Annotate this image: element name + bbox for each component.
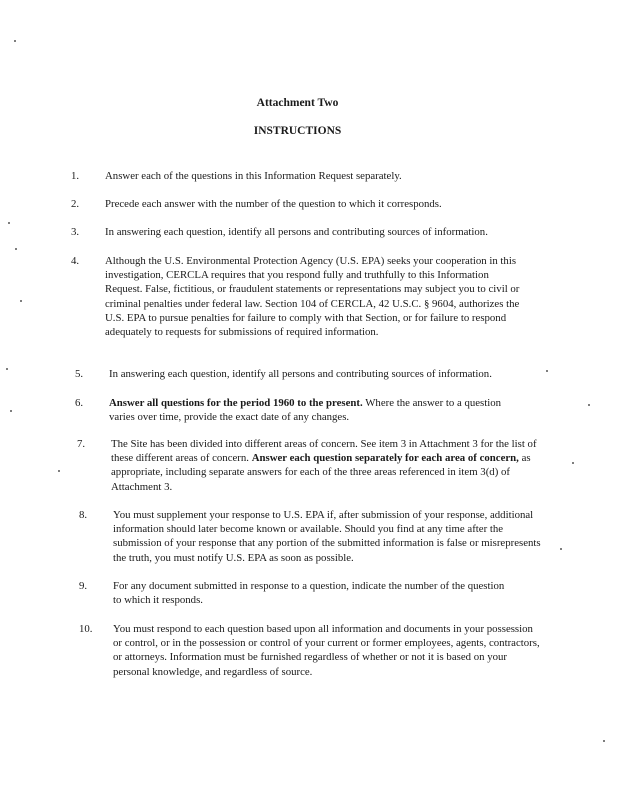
item-text: Answer all questions for the period 1960 to the present. Where the answer to a question varies over time, provide the exact date of any changes. [109, 397, 502, 424]
item-number: 9. [79, 580, 88, 592]
item-text: You must supplement your response to U.S. EPA if, after submission of your response, additional information should later become known or available. Should you find at any time after the submission of your response that any portion of the submitted information is false or misrepresents the truth, you must notify U.S. EPA as soon as possible. [113, 509, 541, 564]
attachment-title: Attachment Two [256, 97, 339, 109]
item-text: The Site has been divided into different areas of concern. See item 3 in Attachment 3 for the list of these different areas of concern. Answer each question separately for each area of concern, as appropriate, including separate answers for each of the three areas referenced in item 3(d) of Attachment 3. [111, 438, 537, 493]
item-number: 1. [71, 170, 80, 182]
scan-speck [6, 368, 8, 370]
item-number: 7. [77, 438, 86, 450]
scan-speck [603, 740, 605, 742]
item-number: 5. [75, 368, 84, 380]
scan-speck [15, 248, 17, 250]
item-number: 3. [71, 226, 80, 238]
scan-speck [20, 300, 22, 302]
item-text: Although the U.S. Environmental Protection Agency (U.S. EPA) seeks your cooperation in this investigation, CERCLA requires that you respond fully and truthfully to this Information Request. False, fictitious, or fraudulent statements or representations may subject you to civil or criminal penalties under federal law. Section 104 of CERCLA, 42 U.S.C. § 9604, authorizes the U.S. EPA to pursue penalties for failure to comply with that Section, or for failure to respond adequately to requests for submissions of required information. [105, 255, 520, 339]
item-number: 6. [75, 397, 84, 409]
scan-speck [58, 470, 60, 472]
scan-speck [8, 222, 10, 224]
scan-speck [572, 462, 574, 464]
scan-speck [14, 40, 16, 42]
item-text: In answering each question, identify all persons and contributing sources of information. [109, 368, 492, 380]
scan-speck [546, 370, 548, 372]
scan-speck [588, 404, 590, 406]
item-number: 8. [79, 509, 88, 521]
item-text: For any document submitted in response to a question, indicate the number of the question to which it responds. [113, 580, 505, 607]
item-number: 2. [71, 198, 80, 210]
scan-speck [10, 410, 12, 412]
item-text: Answer each of the questions in this Information Request separately. [105, 170, 402, 182]
item-text: Precede each answer with the number of the question to which it corresponds. [105, 198, 442, 210]
instructions-heading: INSTRUCTIONS [253, 125, 342, 137]
item-number: 4. [71, 255, 80, 267]
item-number: 10. [79, 623, 93, 635]
item-text: In answering each question, identify all persons and contributing sources of information. [105, 226, 488, 238]
item-text: You must respond to each question based upon all information and documents in your possession or control, or in the possession or control of your current or former employees, agents, contractors, or attorneys. Information must be furnished regardless of whether or not it is based on your personal knowledge, and regardless of source. [113, 623, 540, 678]
scan-speck [560, 548, 562, 550]
